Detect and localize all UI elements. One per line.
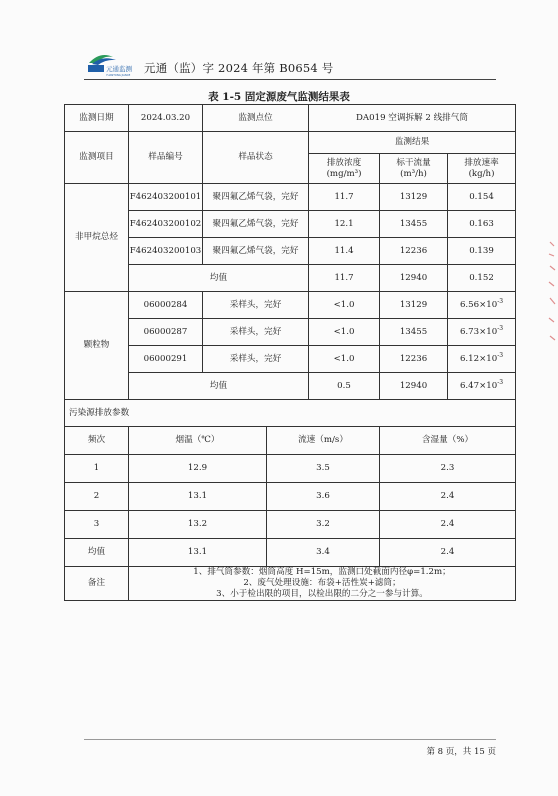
avg-rate: 0.152 xyxy=(448,265,516,292)
param-cell: 3.6 xyxy=(267,483,380,511)
col-results: 监测结果 xyxy=(309,132,516,154)
sample-state: 采样头，完好 xyxy=(203,292,309,319)
sample-no: F462403200102 xyxy=(129,211,203,238)
flow-value: 13129 xyxy=(380,184,448,211)
avg-conc: 11.7 xyxy=(309,265,380,292)
rate-value: 0.139 xyxy=(448,238,516,265)
point-value: DA019 空调拆解 2 线排气筒 xyxy=(309,105,516,132)
sample-state: 聚四氟乙烯气袋，完好 xyxy=(203,211,309,238)
group-name: 非甲烷总烃 xyxy=(65,184,129,292)
avg-conc: 0.5 xyxy=(309,373,380,400)
conc-value: 11.7 xyxy=(309,184,380,211)
conc-value: <1.0 xyxy=(309,319,380,346)
sample-no: 06000291 xyxy=(129,346,203,373)
report-number: 元通（监）字 2024 年第 B0654 号 xyxy=(144,61,334,75)
col-flow: 标干流量 (m³/h) xyxy=(380,154,448,184)
param-cell: 13.1 xyxy=(129,539,267,567)
flow-value: 12236 xyxy=(380,346,448,373)
conc-value: 12.1 xyxy=(309,211,380,238)
date-label: 监测日期 xyxy=(65,105,129,132)
footer-divider xyxy=(84,739,496,740)
header-divider xyxy=(84,79,496,80)
param-cell: 2.4 xyxy=(380,511,516,539)
param-header: 含湿量（%） xyxy=(380,427,516,455)
param-cell: 2 xyxy=(65,483,129,511)
flow-value: 13455 xyxy=(380,211,448,238)
rate-value: 0.163 xyxy=(448,211,516,238)
col-sample-no: 样品编号 xyxy=(129,132,203,184)
avg-label: 均值 xyxy=(129,373,309,400)
sample-no: F462403200103 xyxy=(129,238,203,265)
avg-rate: $6.47\times 10^{-3}$ xyxy=(448,373,516,400)
rate-value: 0.154 xyxy=(448,184,516,211)
point-label: 监测点位 xyxy=(203,105,309,132)
sample-no: F462403200101 xyxy=(129,184,203,211)
param-cell: 2.4 xyxy=(380,483,516,511)
sample-no: 06000287 xyxy=(129,319,203,346)
conc-value: <1.0 xyxy=(309,346,380,373)
param-cell: 2.3 xyxy=(380,455,516,483)
sample-state: 聚四氟乙烯气袋，完好 xyxy=(203,238,309,265)
table-title: 表 1-5 固定源废气监测结果表 xyxy=(208,91,350,103)
sample-state: 采样头，完好 xyxy=(203,319,309,346)
param-cell: 3.5 xyxy=(267,455,380,483)
note-line: 3、小于检出限的项目，以检出限的二分之一参与计算。 xyxy=(216,589,428,599)
company-logo xyxy=(86,51,140,77)
param-header: 频次 xyxy=(65,427,129,455)
param-cell: 13.1 xyxy=(129,483,267,511)
monitoring-results-table xyxy=(64,104,516,601)
group-name: 颗粒物 xyxy=(65,292,129,400)
note-line: 2、废气处理设施：布袋+活性炭+滤筒； xyxy=(243,578,401,588)
param-cell: 13.2 xyxy=(129,511,267,539)
flow-value: 12236 xyxy=(380,238,448,265)
col-item: 监测项目 xyxy=(65,132,129,184)
col-conc: 排放浓度 (mg/m³) xyxy=(309,154,380,184)
logo-subtext: YUANTONG JIANCE xyxy=(106,74,131,77)
conc-value: <1.0 xyxy=(309,292,380,319)
param-cell: 均值 xyxy=(65,539,129,567)
col-rate: 排放速率 (kg/h) xyxy=(448,154,516,184)
note-line: 1、排气筒参数：烟筒高度 H=15m，监测口处截面内径φ=1.2m； xyxy=(193,567,451,577)
param-cell: 3.2 xyxy=(267,511,380,539)
param-cell: 3.4 xyxy=(267,539,380,567)
param-header: 烟温（℃） xyxy=(129,427,267,455)
flow-value: 13129 xyxy=(380,292,448,319)
param-header: 流速（m/s） xyxy=(267,427,380,455)
date-value: 2024.03.20 xyxy=(129,105,203,132)
avg-flow: 12940 xyxy=(380,265,448,292)
param-cell: 2.4 xyxy=(380,539,516,567)
param-cell: 3 xyxy=(65,511,129,539)
sample-state: 采样头，完好 xyxy=(203,346,309,373)
notes-label: 备注 xyxy=(65,567,129,601)
sample-state: 聚四氟乙烯气袋，完好 xyxy=(203,184,309,211)
param-cell: 1 xyxy=(65,455,129,483)
col-sample-state: 样品状态 xyxy=(203,132,309,184)
notes-body xyxy=(129,567,516,601)
seal-edge-mark xyxy=(548,240,556,350)
rate-value: $6.12\times 10^{-3}$ xyxy=(448,346,516,373)
rate-value: $6.73\times 10^{-3}$ xyxy=(448,319,516,346)
param-cell: 12.9 xyxy=(129,455,267,483)
rate-value: $6.56\times 10^{-3}$ xyxy=(448,292,516,319)
params-title: 污染源排放参数 xyxy=(65,400,516,427)
flow-value: 13455 xyxy=(380,319,448,346)
conc-value: 11.4 xyxy=(309,238,380,265)
sample-no: 06000284 xyxy=(129,292,203,319)
avg-label: 均值 xyxy=(129,265,309,292)
logo-text: 元通监测 xyxy=(106,65,132,73)
page-number: 第 8 页，共 15 页 xyxy=(426,747,496,757)
avg-flow: 12940 xyxy=(380,373,448,400)
